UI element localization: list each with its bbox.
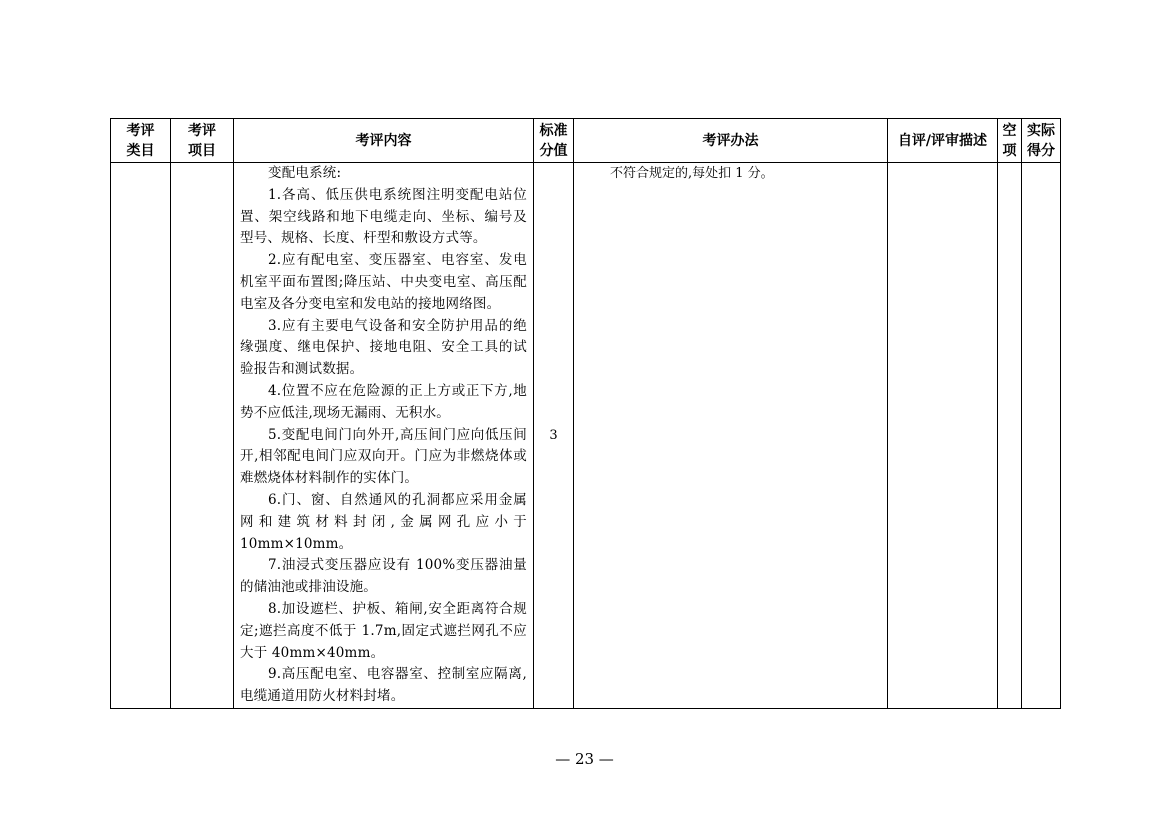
table-row	[111, 163, 1061, 709]
header-standard-score: 标准 分值	[534, 119, 574, 163]
content-paragraph: 7.油浸式变压器应设有 100%变压器油量的储油池或排油设施。	[240, 557, 527, 596]
content-paragraph: 8.加设遮栏、护板、箱闸,安全距离符合规定;遮拦高度不低于 1.7m,固定式遮拦网孔不应大于 40mm×40mm。	[240, 600, 527, 661]
header-content: 考评内容	[234, 119, 534, 163]
header-item: 考评 项目	[171, 119, 234, 163]
table-header-row	[111, 119, 1061, 163]
cell-method	[574, 163, 888, 709]
content-text	[234, 163, 533, 708]
content-paragraph: 6.门、窗、自然通风的孔洞都应采用金属网和建筑材料封闭,金属网孔应小于 10mm×10mm。	[240, 491, 527, 552]
cell-empty	[998, 163, 1022, 709]
evaluation-table	[110, 118, 1061, 709]
content-paragraph: 变配电系统:	[268, 165, 342, 181]
cell-category	[111, 163, 171, 709]
header-category: 考评 类目	[111, 119, 171, 163]
header-self-review: 自评/评审描述	[888, 119, 998, 163]
cell-item	[171, 163, 234, 709]
content-paragraph: 4.位置不应在危险源的正上方或正下方,地势不应低洼,现场无漏雨、无积水。	[240, 382, 527, 421]
content-paragraph: 5.变配电间门向外开,高压间门应向低压间开,相邻配电间门应双向开。门应为非燃烧体或难燃烧体材料制作的实体门。	[240, 426, 527, 487]
header-empty: 空 项	[998, 119, 1022, 163]
header-method: 考评办法	[574, 119, 888, 163]
content-paragraph: 3.应有主要电气设备和安全防护用品的绝缘强度、继电保护、接地电阻、安全工具的试验报告和测试数据。	[240, 317, 527, 378]
content-paragraph: 1.各高、低压供电系统图注明变配电站位置、架空线路和地下电缆走向、坐标、编号及型号、规格、长度、杆型和敷设方式等。	[240, 186, 527, 247]
cell-self-review	[888, 163, 998, 709]
cell-content	[234, 163, 534, 709]
page-number: — 23 —	[555, 750, 614, 768]
content-paragraph: 2.应有配电室、变压器室、电容室、发电机室平面布置图;降压站、中央变电室、高压配电室及各分变电室和发电站的接地网络图。	[240, 252, 527, 312]
content-paragraph: 9.高压配电室、电容器室、控制室应隔离,电缆通道用防火材料封堵。	[240, 666, 527, 705]
cell-actual-score	[1022, 163, 1061, 709]
header-actual-score: 实际 得分	[1022, 119, 1061, 163]
method-text: 不符合规定的,每处扣 1 分。	[610, 166, 774, 181]
cell-standard-score: 3	[534, 163, 574, 709]
